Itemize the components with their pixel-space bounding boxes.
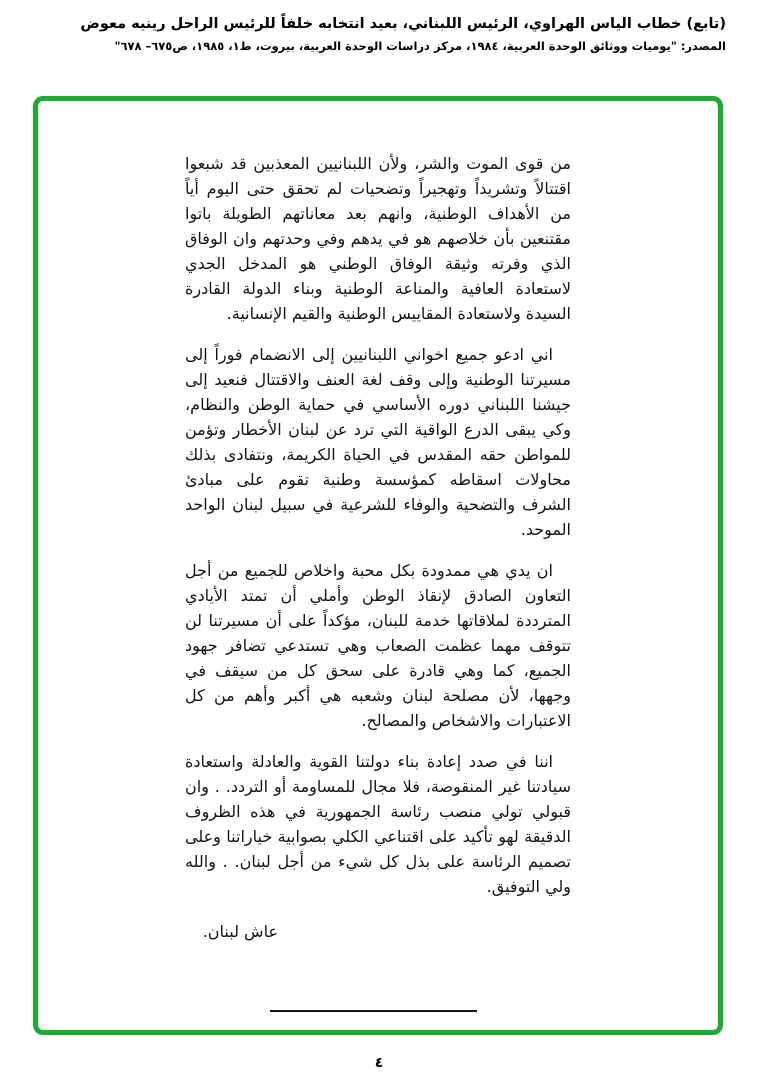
paragraph-4: اننا في صدد إعادة بناء دولتنا القوية والعادلة واستعادة سيادتنا غير المنقوصة، فلا مجال للمساومة أو التردد. . وان قبولي تولي منصب رئاسة الجمهورية في هذه الظروف الدقيقة لهو تأكيد على اقتناعي الكلي بصوابية خياراتنا وعلى تصميم الرئاسة على بذل كل شيء من أجل لبنان. . والله ولي التوفيق. bbox=[185, 752, 571, 896]
header-title: (تابع) خطاب الياس الهراوي، الرئيس اللبناني، بعيد انتخابه خلفاً للرئيس الراحل رينيه معوض bbox=[80, 16, 726, 32]
paragraph-3: ان يدي هي ممدودة بكل محبة واخلاص للجميع من أجل التعاون الصادق لإنقاذ الوطن وأملي أن تمتد الأيادي المترددة لملاقاتها خدمة للبنان، مؤكداً على أن مسيرتنا لن تتوقف مهما عظمت الصعاب وهي تستدعي تضافر جهود الجميع، كما وهي قادرة على سحق كل من سيقف في وجهها، لأن مصلحة لبنان وشعبه هي أكبر وأهم من كل الاعتبارات والاشخاص والمصالح. bbox=[185, 561, 571, 730]
closing-line: عاش لبنان. bbox=[202, 922, 278, 941]
page-number: ٤ bbox=[374, 1055, 384, 1071]
page-header bbox=[20, 16, 726, 53]
paragraph-1: من قوى الموت والشر، ولأن اللبنانيين المعذبين قد شبعوا اقتتالاً وتشريداً وتهجيراً وتضحيات لم تحقق حتى اليوم أياً من الأهداف الوطنية، وانهم بعد معاناتهم الطويلة باتوا مقتنعين بأن خلاصهم هو في يدهم وفي وحدتهم وان الوفاق الذي وفرته وثيقة الوفاق الوطني هو المدخل الجدي لاستعادة العافية والمناعة الوطنية وبناء الدولة القادرة السيدة ولاستعادة المقاييس الوطنية والقيم الإنسانية. bbox=[185, 154, 571, 323]
footer-divider-line bbox=[270, 1010, 477, 1012]
speech-body bbox=[185, 151, 571, 944]
header-source-citation: المصدر: "يوميات ووثائق الوحدة العربية، ١٩٨٤، مركز دراسات الوحدة العربية، بيروت، ط١، ١٩٨٥، ص٦٧٥– ٦٧٨" bbox=[114, 39, 726, 53]
paragraph-2: اني ادعو جميع اخواني اللبنانيين إلى الانضمام فوراً إلى مسيرتنا الوطنية وإلى وقف لغة العنف والاقتتال فنعيد إلى جيشنا اللبناني دوره الأساسي في حماية الوطن والنظام، وكي يبقى الدرع الواقية التي ترد عن لبنان الأخطار وتؤمن للمواطن حقه المقدس في الحياة الكريمة، ونتفادى بذلك محاولات اسقاطه كمؤسسة وطنية تقوم على مبادئ الشرف والتضحية والوفاء للشرعية في سبيل لبنان الواحد الموحد. bbox=[185, 345, 571, 539]
